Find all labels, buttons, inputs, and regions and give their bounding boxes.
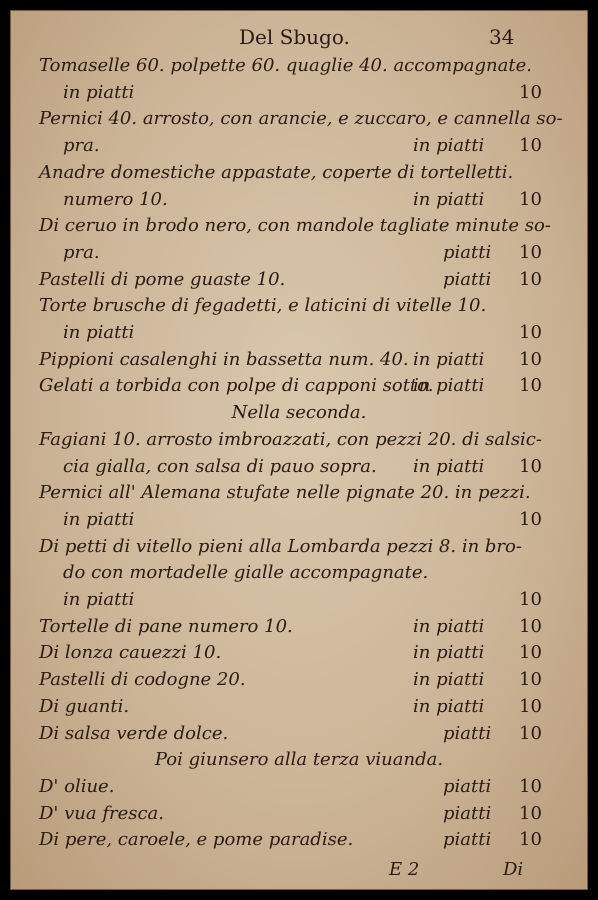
portion-count: 10 xyxy=(519,455,542,477)
portion-unit: in piatti xyxy=(413,135,485,157)
text-line xyxy=(11,589,587,617)
portion-unit: in piatti xyxy=(413,695,485,717)
portion-count: 10 xyxy=(519,589,542,610)
line-text: pra. xyxy=(63,135,100,157)
signature-mark: E 2 xyxy=(389,859,420,880)
line-text: Di salsa verde dolce. xyxy=(39,722,229,744)
heading-text: Poi giunsero alla terza viuanda. xyxy=(154,749,444,771)
portion-unit: in piatti xyxy=(413,455,485,477)
text-line xyxy=(11,82,587,110)
portion-count: 10 xyxy=(519,695,542,717)
line-text: Tomaselle 60. polpette 60. quaglie 40. accompagnate. xyxy=(39,55,532,76)
line-text: D' oliue. xyxy=(39,775,115,797)
book-page xyxy=(10,10,588,890)
line-text: pra. xyxy=(63,241,100,263)
portion-unit: piatti xyxy=(443,722,492,744)
text-line xyxy=(11,776,587,804)
text-line xyxy=(11,108,587,136)
line-text: cia gialla, con salsa di pauo sopra. xyxy=(63,455,377,477)
portion-unit: in piatti xyxy=(413,375,485,397)
page-header xyxy=(11,25,587,53)
line-text: Pernici 40. arrosto, con arancie, e zuccaro, e cannella so- xyxy=(39,108,563,130)
portion-count: 10 xyxy=(519,508,542,530)
page-footer xyxy=(11,859,587,887)
section-heading xyxy=(11,402,587,430)
section-heading xyxy=(11,749,587,777)
line-text: Di guanti. xyxy=(39,695,130,717)
text-line xyxy=(11,55,587,83)
line-text: Pastelli di codogne 20. xyxy=(39,669,246,691)
text-line xyxy=(11,189,587,217)
portion-count: 10 xyxy=(519,188,542,210)
line-text: numero 10. xyxy=(63,188,168,210)
portion-count: 10 xyxy=(519,81,542,103)
text-line xyxy=(11,829,587,857)
text-line xyxy=(11,162,587,190)
portion-unit: in piatti xyxy=(413,669,485,691)
heading-text: Nella seconda. xyxy=(231,402,367,424)
line-text: Di lonza cauezzi 10. xyxy=(39,642,222,664)
text-line xyxy=(11,135,587,163)
line-text: Anadre domestiche appastate, coperte di tortelletti. xyxy=(39,161,514,183)
text-line xyxy=(11,322,587,350)
portion-unit: piatti xyxy=(443,802,492,824)
portion-count: 10 xyxy=(519,802,542,824)
catchword: Di xyxy=(503,859,524,880)
text-line xyxy=(11,242,587,270)
portion-count: 10 xyxy=(519,322,542,343)
portion-count: 10 xyxy=(519,135,542,157)
portion-unit: piatti xyxy=(443,829,492,851)
portion-unit: in piatti xyxy=(413,615,485,637)
text-line xyxy=(11,215,587,243)
running-head: Del Sbugo. xyxy=(239,25,350,49)
text-line xyxy=(11,269,587,297)
portion-count: 10 xyxy=(519,375,542,397)
line-text: in piatti xyxy=(63,508,135,530)
page-number: 34 xyxy=(489,25,515,49)
text-line xyxy=(11,456,587,484)
text-line xyxy=(11,616,587,644)
portion-count: 10 xyxy=(519,722,542,744)
portion-unit: in piatti xyxy=(413,188,485,210)
portion-unit: piatti xyxy=(443,775,492,797)
line-text: in piatti xyxy=(63,589,135,610)
line-text: Pernici all' Alemana stufate nelle pignate 20. in pezzi. xyxy=(39,482,531,504)
line-text: Di petti di vitello pieni alla Lombarda pezzi 8. in bro- xyxy=(39,535,522,557)
text-line xyxy=(11,536,587,564)
portion-unit: piatti xyxy=(443,241,492,263)
line-text: in piatti xyxy=(63,322,135,343)
portion-count: 10 xyxy=(519,829,542,851)
line-text: Di pere, caroele, e pome paradise. xyxy=(39,829,354,851)
text-line xyxy=(11,696,587,724)
line-text: Gelati a torbida con polpe di capponi sotto. xyxy=(39,375,434,397)
portion-count: 10 xyxy=(519,615,542,637)
text-line xyxy=(11,723,587,751)
portion-count: 10 xyxy=(519,241,542,263)
line-text: Pippioni casalenghi in bassetta num. 40. xyxy=(39,348,409,370)
portion-count: 10 xyxy=(519,268,542,290)
line-text: Di ceruo in brodo nero, con mandole tagliate minute so- xyxy=(39,215,551,237)
line-text: Tortelle di pane numero 10. xyxy=(39,615,293,637)
portion-unit: piatti xyxy=(443,268,492,290)
text-line xyxy=(11,482,587,510)
line-text: do con mortadelle gialle accompagnate. xyxy=(63,562,429,584)
line-text: Pastelli di pome guaste 10. xyxy=(39,268,286,290)
text-line xyxy=(11,562,587,590)
portion-count: 10 xyxy=(519,348,542,370)
text-line xyxy=(11,669,587,697)
portion-count: 10 xyxy=(519,642,542,664)
portion-unit: in piatti xyxy=(413,642,485,664)
text-line xyxy=(11,429,587,457)
line-text: D' vua fresca. xyxy=(39,802,165,824)
line-text: in piatti xyxy=(63,81,135,103)
text-line xyxy=(11,803,587,831)
portion-count: 10 xyxy=(519,775,542,797)
text-line xyxy=(11,375,587,403)
portion-count: 10 xyxy=(519,669,542,691)
text-line xyxy=(11,295,587,323)
portion-unit: in piatti xyxy=(413,348,485,370)
text-line xyxy=(11,349,587,377)
text-line xyxy=(11,509,587,537)
text-line xyxy=(11,642,587,670)
line-text: Fagiani 10. arrosto imbroazzati, con pezzi 20. di salsic- xyxy=(39,428,542,450)
line-text: Torte brusche di fegadetti, e laticini di vitelle 10. xyxy=(39,295,487,317)
